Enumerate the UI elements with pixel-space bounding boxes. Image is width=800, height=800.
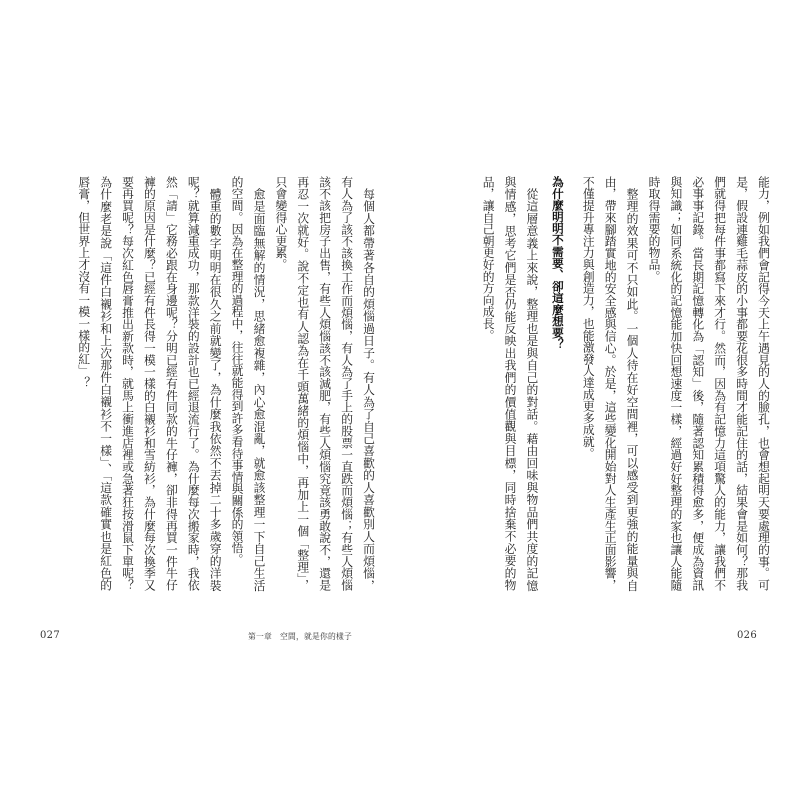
text-column: 不僅提升專注力與創造力，也能激發人達成更多成就。 <box>581 176 596 460</box>
text-column: 要再買呢？每次紅色唇膏推出新款時，就馬上衝進店裡或急著狂按滑鼠下單呢？ <box>120 176 135 591</box>
text-column: 然「請」它務必跟在身邊呢？分明已經有件同款的牛仔褲，卻非得再買一件牛仔 <box>164 176 179 591</box>
page-number-right: 026 <box>737 630 757 641</box>
text-column: 唇膏，但世界上才沒有一模一樣的紅」？ <box>76 176 91 389</box>
text-column: 是，假設連雞毛蒜皮的小事都要花很多時間才能記住的話，結果會是如何？那我 <box>734 176 749 591</box>
text-column-paragraph-start: 每個人都帶著各自的煩惱過日子。有人為了自己喜歡的人喜歡別人而煩惱， <box>361 187 376 591</box>
text-column: 必事事記錄。當長期記憶轉化為「認知」後，隨著認知累積得愈多，便成為資訊 <box>690 176 705 591</box>
text-column: 由，帶來腳踏實地的安全感與信心。於是，這些變化開始對人生產生正面影響， <box>603 176 618 591</box>
text-column: 與知識；如同系統化的記憶能加快回想速度一樣，經過好好整理的家也讓人能隨 <box>668 176 683 591</box>
text-column: 的空間。因為在整理的過程中，往往就能得到許多看待事情與關係的領悟。 <box>230 176 245 566</box>
text-column: 品，讓自己朝更好的方向成長。 <box>481 176 496 342</box>
text-column: 褲的原因是什麼？已經有件長得一模一樣的白襯衫和雪紡衫，為什麼每次換季又 <box>142 176 157 591</box>
text-column: 時取得需要的物品。 <box>646 176 661 283</box>
text-column: 該不該把房子出售，有些人煩惱該不該減肥，有些人煩惱究竟該勇敢說不，還是 <box>317 176 332 591</box>
text-column: 再忍一次就好。說不定也有人認為在千頭萬緒的煩惱中，再加上一個「整理」， <box>295 176 310 591</box>
text-column-paragraph-start: 體重的數字明明在很久之前就變了，為什麼我依然不丟掉二十多歲穿的洋裝 <box>208 187 223 591</box>
page-number-left: 027 <box>40 630 60 641</box>
text-column: 有人為了該不該換工作而煩惱，有人為了手上的股票一直跌而煩惱；有些人煩惱 <box>339 176 354 591</box>
text-column: 與情感，思考它們是否仍能反映出我們的價值觀與目標，同時捨棄不必要的物 <box>503 176 518 591</box>
text-column: 為什麼老是說「這件白襯衫和上次那件白襯衫不一樣」、「這款確實也是紅色的 <box>98 176 113 591</box>
text-column: 們就得把每件事都寫下來才行。然而，因為有記憶力這項驚人的能力，讓我們不 <box>712 176 727 591</box>
left-page-body <box>72 176 379 591</box>
text-column: 能力，例如我們會記得今天上午遇見的人的臉孔，也會想起明天要處理的事。可 <box>756 176 771 591</box>
text-column: 只會變得心更累。 <box>273 176 288 271</box>
text-column-paragraph-start: 整理的效果可不只如此。一個人待在好空間裡，可以感受到更強的能量與自 <box>625 187 640 591</box>
running-head: 第一章 空間，就是你的樣子 <box>248 632 352 641</box>
text-column-paragraph-start: 愈是面臨無解的情況，思緒愈複雜，內心愈混亂，就愈該整理一下自己生活 <box>251 187 266 591</box>
text-column-paragraph-start: 從這層意義上來說，整理也是與自己的對話。藉由回味與物品們共度的記憶 <box>524 187 539 591</box>
right-page-body <box>476 176 773 591</box>
text-column: 呢？就算減重成功，那款洋裝的設計也已經退流行了。為什麼每次搬家時，我依 <box>186 176 201 591</box>
section-heading: 為什麼明明不需要、卻這麼想要？ <box>550 176 565 350</box>
